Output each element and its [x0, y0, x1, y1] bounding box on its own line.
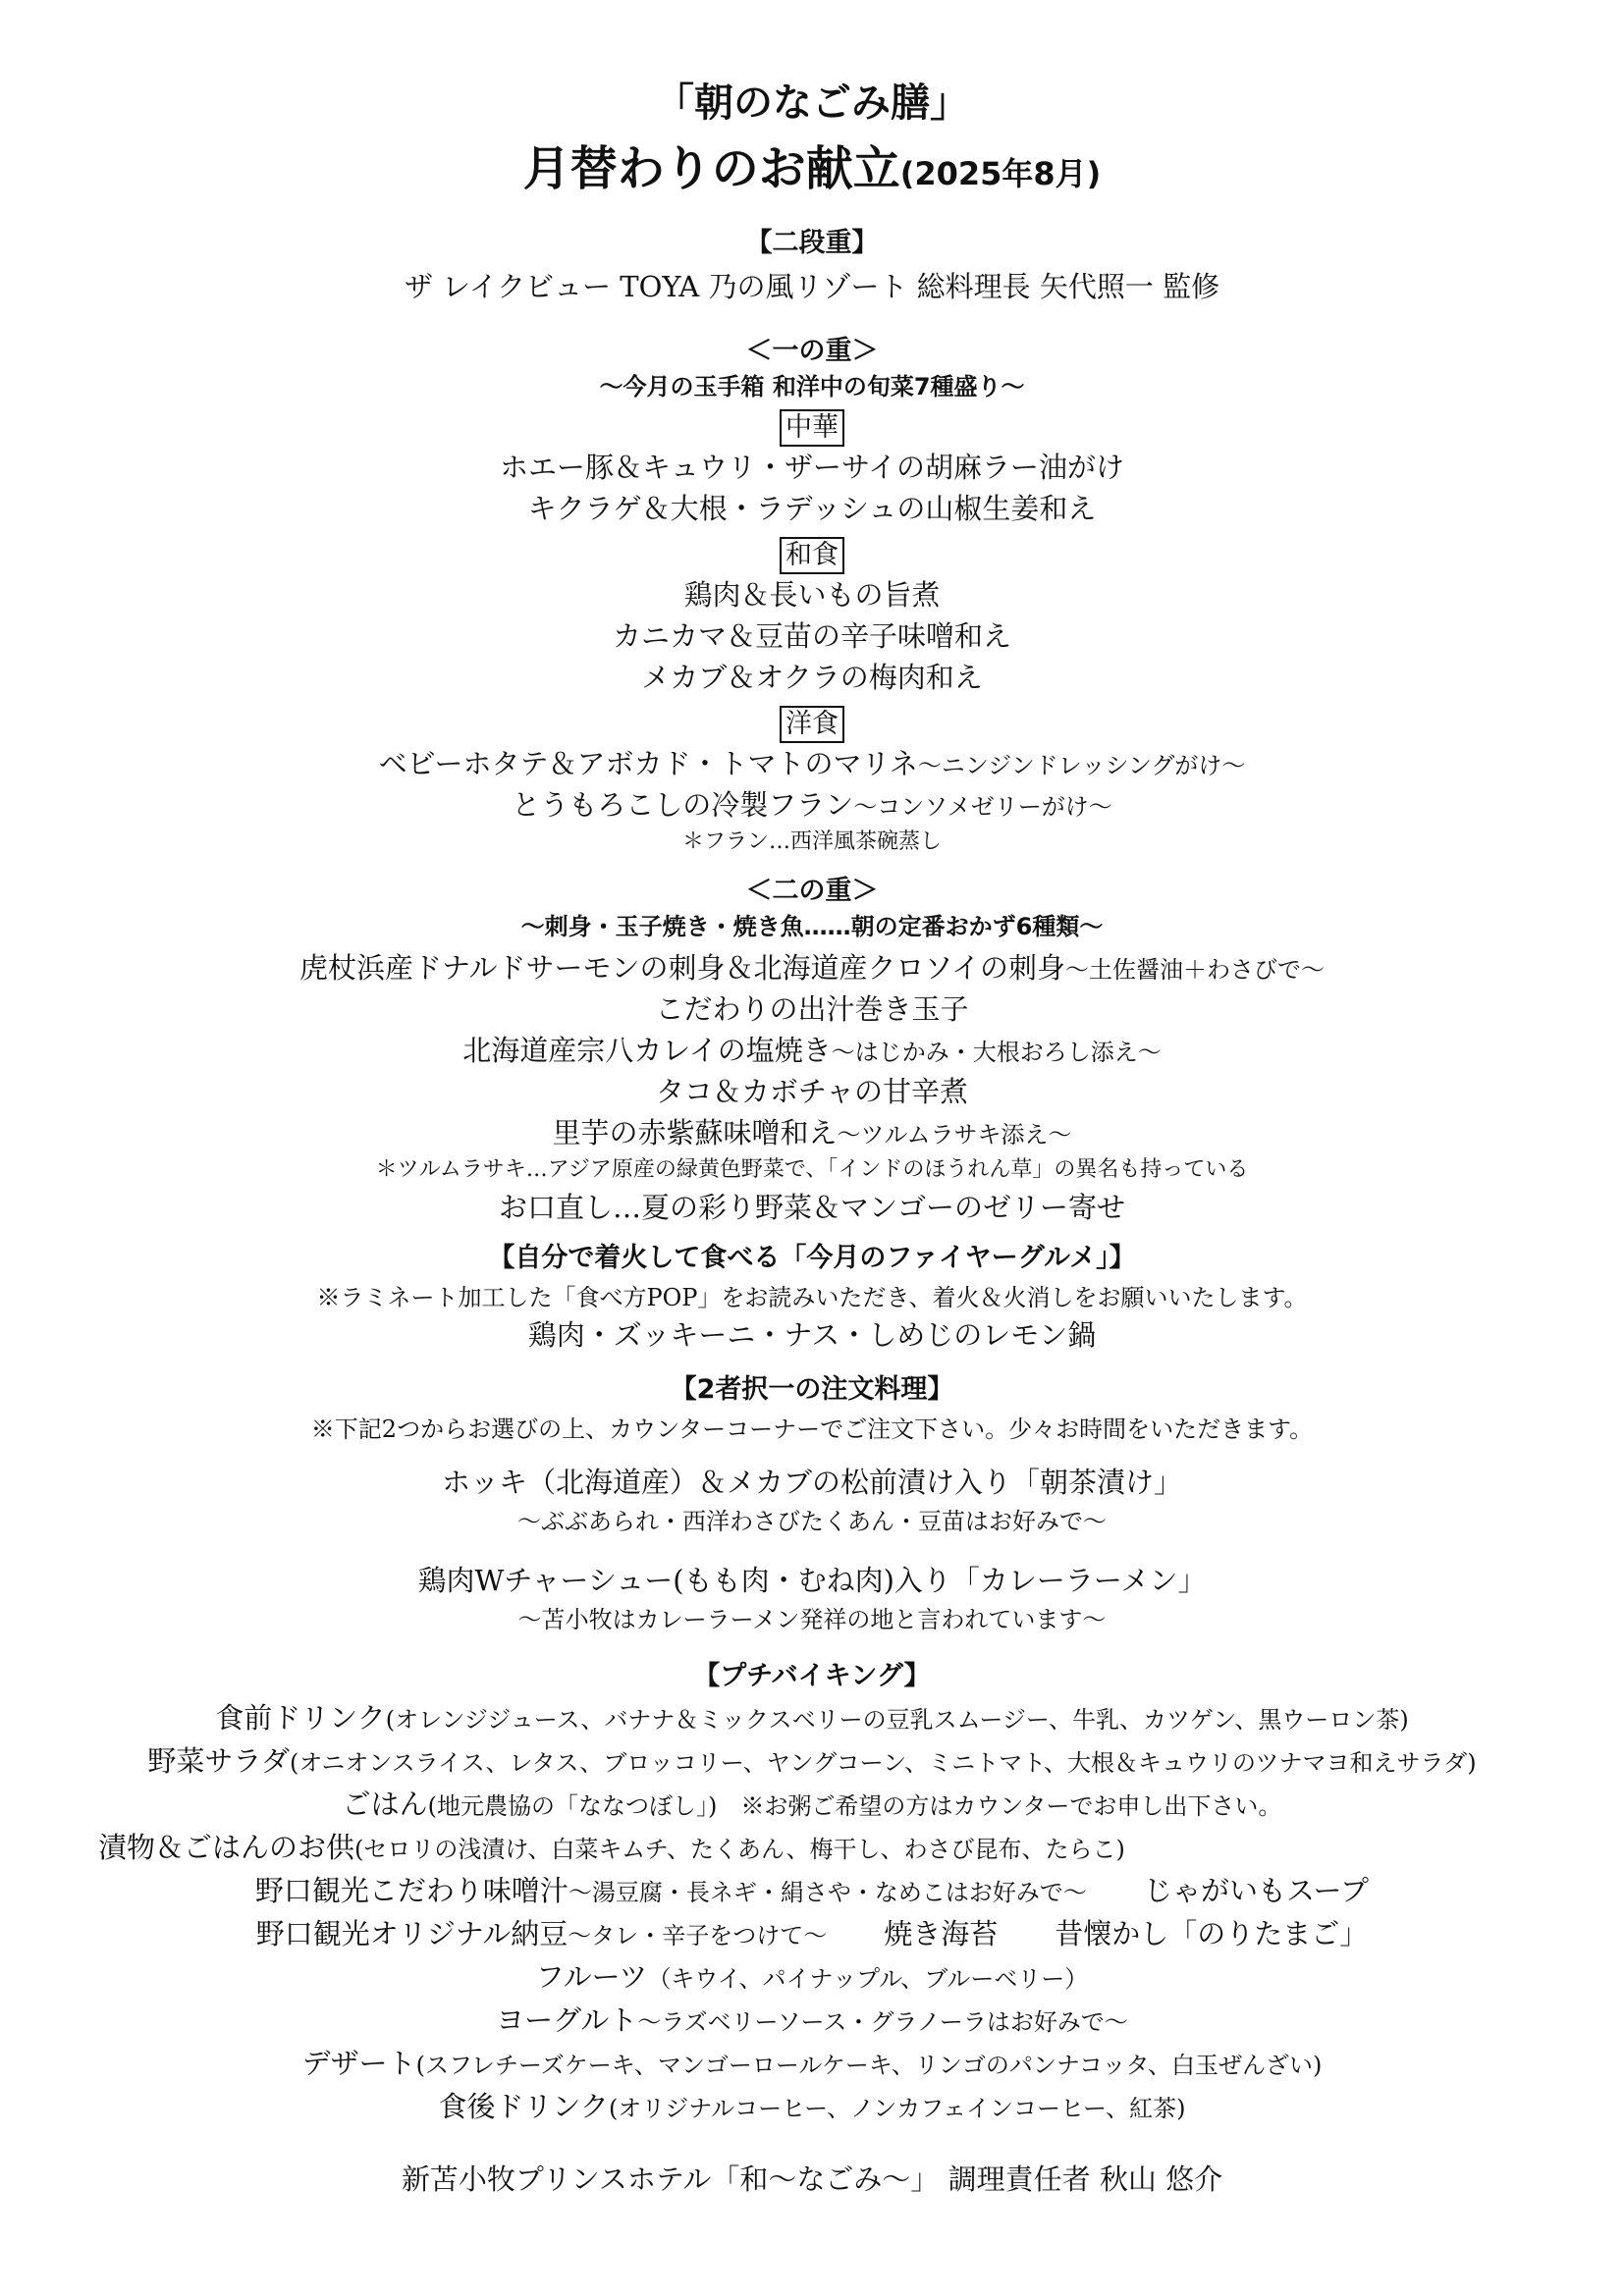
washoku-item-2: カニカマ＆豆苗の辛子味噌和え	[612, 619, 1011, 653]
ni-item-1: 虎杖浜産ドナルドサーモンの刺身＆北海道産クロソイの刺身～土佐醤油＋わさびで～	[298, 951, 1326, 985]
ni-item-6: お口直し…夏の彩り野菜＆マンゴーのゼリー寄せ	[498, 1191, 1125, 1224]
fire-note: ※ラミネート加工した「食べ方POP」をお読みいただき、着火＆火消しをお願いいたします。	[316, 1284, 1308, 1311]
ni-item-4: タコ＆カボチャの甘辛煮	[655, 1075, 969, 1108]
footer-signature: 新苫小牧プリンスホテル「和～なごみ～」 調理責任者 秋山 悠介	[401, 2163, 1223, 2196]
buffet-line-3: ごはん(地元農協の「ななつぼし」) ※お粥ご希望の方はカウンターでお申し出下さい。	[342, 1788, 1282, 1821]
nidanju-heading: 【二段重】	[745, 228, 879, 258]
flan-note: ＊フラン…西洋風茶碗蒸し	[681, 829, 942, 854]
supervisor-credit: ザ レイクビュー TOYA 乃の風リゾート 総料理長 矢代照一 監修	[404, 270, 1220, 303]
menu-title: 「朝のなごみ膳」	[655, 80, 969, 126]
fire-heading: 【自分で着火して食べる「今月のファイヤーグルメ」】	[488, 1243, 1136, 1273]
chuka-tag: 中華	[780, 409, 844, 447]
yoshoku-tag: 洋食	[780, 706, 844, 743]
ni-item-2: こだわりの出汁巻き玉子	[655, 992, 969, 1026]
menu-heading	[0, 137, 1624, 205]
order-dish-2: 鶏肉Wチャーシュー(もも肉・むね肉)入り「カレーラーメン」	[417, 1564, 1207, 1597]
buffet-line-4: 漬物＆ごはんのお供(セロリの浅漬け、白菜キムチ、たくあん、梅干し、わさび昆布、たらこ)	[98, 1831, 1125, 1864]
buffet-line-10: 食後ドリンク(オリジナルコーヒー、ノンカフェインコーヒー、紅茶)	[438, 2090, 1186, 2123]
buffet-line-6: 野口観光オリジナル納豆～タレ・辛子をつけて～ 焼き海苔 昔懐かし「のりたまご」	[255, 1917, 1369, 1950]
fire-dish: 鶏肉・ズッキーニ・ナス・しめじのレモン鍋	[527, 1318, 1097, 1352]
buffet-line-9: デザート(スフレチーズケーキ、マンゴーロールケーキ、リンゴのパンナコッタ、白玉ぜんざい)	[301, 2047, 1323, 2080]
washoku-tag: 和食	[780, 537, 844, 574]
washoku-item-1: 鶏肉＆長いもの旨煮	[683, 578, 941, 612]
yoshoku-item-2: とうもろこしの冷製フラン～コンソメゼリーがけ～	[512, 788, 1112, 822]
buffet-line-5: 野口観光こだわり味噌汁～湯豆腐・長ネギ・絹さや・なめこはお好みで～ じゃがいもスープ	[254, 1874, 1370, 1907]
buffet-line-8: ヨーグルト～ラズベリーソース・グラノーラはお好みで～	[496, 2003, 1128, 2037]
ni-heading: ＜二の重＞	[745, 876, 879, 906]
ni-item-5: 里芋の赤紫蘇味噌和え～ツルムラサキ添え～	[552, 1116, 1072, 1149]
ichi-heading: ＜一の重＞	[745, 336, 879, 366]
chuka-item-2: キクラゲ＆大根・ラデッシュの山椒生姜和え	[527, 492, 1097, 525]
buffet-line-2: 野菜サラダ(オニオンスライス、レタス、ブロッコリー、ヤングコーン、ミニトマト、大根＆キュウリのツナマヨ和えサラダ)	[147, 1744, 1477, 1778]
buffet-heading: 【プチバイキング】	[693, 1661, 931, 1691]
order-heading: 【2者択一の注文料理】	[670, 1374, 954, 1405]
ni-item-3: 北海道産宗八カレイの塩焼き～はじかみ・大根おろし添え～	[462, 1034, 1162, 1067]
order-note: ※下記2つからお選びの上、カウンターコーナーでご注文下さい。少々お時間をいただきます。	[310, 1415, 1314, 1443]
buffet-line-1: 食前ドリンク(オレンジジュース、バナナ＆ミックスベリーの豆乳スムージー、牛乳、カツゲン、黒ウーロン茶)	[215, 1701, 1409, 1735]
ni-subtitle: ～刺身・玉子焼き・焼き魚……朝の定番おかず6種類～	[520, 913, 1104, 940]
washoku-item-3: メカブ＆オクラの梅肉和え	[641, 661, 983, 694]
order-dish-1: ホッキ（北海道産）＆メカブの松前漬け入り「朝茶漬け」	[441, 1466, 1182, 1499]
chuka-item-1: ホエー豚＆キュウリ・ザーサイの胡麻ラー油がけ	[500, 451, 1124, 484]
menu-heading-date: (2025年8月)	[899, 155, 1102, 192]
menu-heading-main: 月替わりのお献立	[522, 141, 900, 196]
ichi-subtitle: ～今月の玉手箱 和洋中の旬菜7種盛り～	[599, 373, 1025, 400]
tsurumurasaki-note: ＊ツルムラサキ…アジア原産の緑黄色野菜で、「インドのほうれん草」の異名も持っている	[375, 1157, 1249, 1182]
order-dish-2-sub: ～苫小牧はカレーラーメン発祥の地と言われています～	[517, 1606, 1107, 1633]
order-dish-1-sub: ～ぶぶあられ・西洋わさびたくあん・豆苗はお好みで～	[517, 1508, 1107, 1535]
yoshoku-item-1: ベビーホタテ＆アボカド・トマトのマリネ～ニンジンドレッシングがけ～	[378, 747, 1246, 780]
buffet-line-7: フルーツ（キウイ、パイナップル、ブルーベリー）	[535, 1960, 1089, 1994]
